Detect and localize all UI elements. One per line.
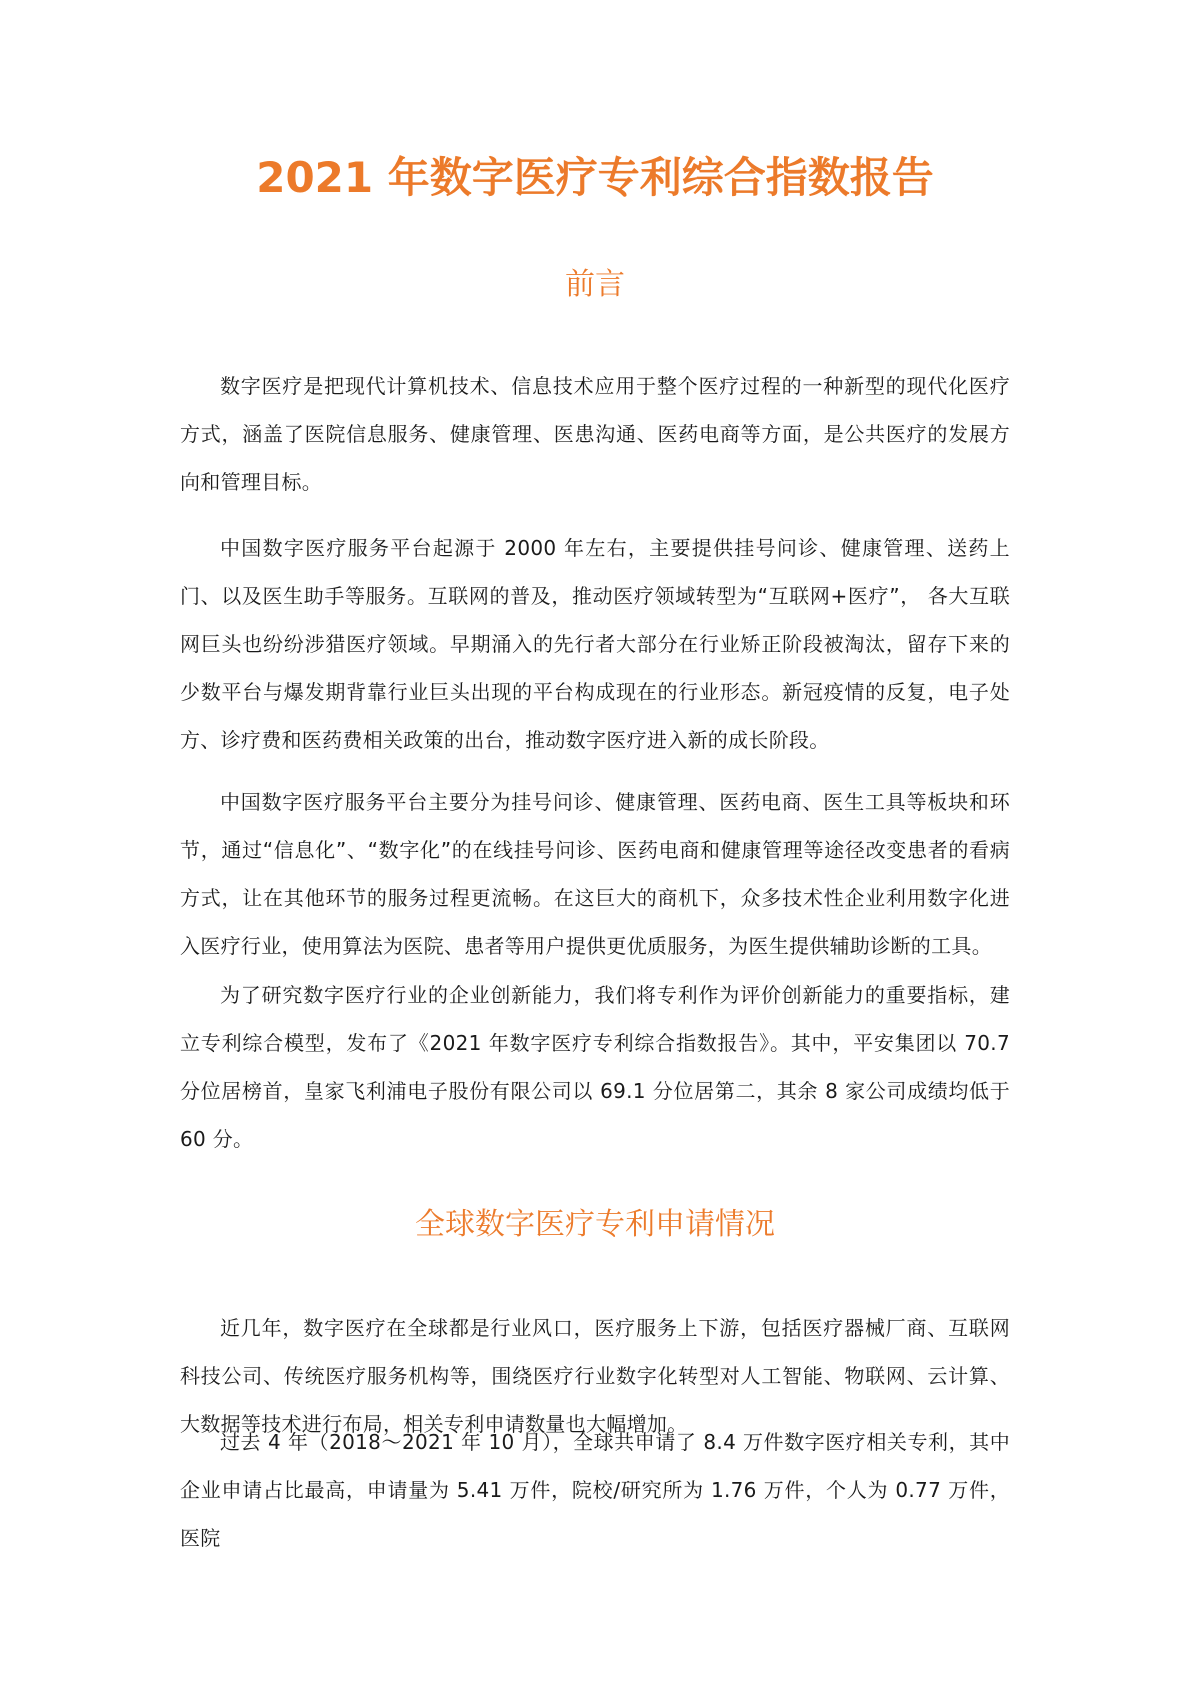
paragraph-platform-origin: 中国数字医疗服务平台起源于 2000 年左右，主要提供挂号问诊、健康管理、送药上门、以及医生助手等服务。互联网的普及，推动医疗领域转型为“互联网+医疗”， 各大互联网巨头也纷纷涉猎医疗领域。早期涌入的先行者大部分在行业矫正阶段被淘汰，留存下来的少数平台与爆发期背靠行业巨头出现的平台构成现在的行业形态。新冠疫情的反复，电子处方、诊疗费和医药费相关政策的出台，推动数字医疗进入新的成长阶段。 — [180, 536, 1010, 752]
paragraph-application-stats: 过去 4 年（2018～2021 年 10 月），全球共申请了 8.4 万件数字医疗相关专利，其中企业申请占比最高，申请量为 5.41 万件，院校/研究所为 1.76 万件，个人为 0.77 万件，医院 — [180, 1430, 1010, 1550]
paragraph-report-summary: 为了研究数字医疗行业的企业创新能力，我们将专利作为评价创新能力的重要指标，建立专利综合模型，发布了《2021 年数字医疗专利综合指数报告》。其中，平安集团以 70.7 分位居榜首，皇家飞利浦电子股份有限公司以 69.1 分位居第二，其余 8 家公司成绩均低于 60 分。 — [180, 983, 1010, 1151]
section-heading-foreword: 前言 — [565, 267, 625, 302]
document-title: 2021 年数字医疗专利综合指数报告 — [256, 153, 934, 202]
section-heading-global-patents: 全球数字医疗专利申请情况 — [415, 1207, 775, 1242]
paragraph-global-trend: 近几年，数字医疗在全球都是行业风口，医疗服务上下游，包括医疗器械厂商、互联网科技公司、传统医疗服务机构等，围绕医疗行业数字化转型对人工智能、物联网、云计算、大数据等技术进行布局，相关专利申请数量也大幅增加。 — [180, 1316, 1010, 1436]
paragraph-platform-segments: 中国数字医疗服务平台主要分为挂号问诊、健康管理、医药电商、医生工具等板块和环节，通过“信息化”、“数字化”的在线挂号问诊、医药电商和健康管理等途径改变患者的看病方式，让在其他环节的服务过程更流畅。在这巨大的商机下，众多技术性企业利用数字化进入医疗行业，使用算法为医院、患者等用户提供更优质服务，为医生提供辅助诊断的工具。 — [180, 790, 1010, 958]
paragraph-digital-medicine-definition: 数字医疗是把现代计算机技术、信息技术应用于整个医疗过程的一种新型的现代化医疗方式，涵盖了医院信息服务、健康管理、医患沟通、医药电商等方面，是公共医疗的发展方向和管理目标。 — [180, 374, 1010, 494]
